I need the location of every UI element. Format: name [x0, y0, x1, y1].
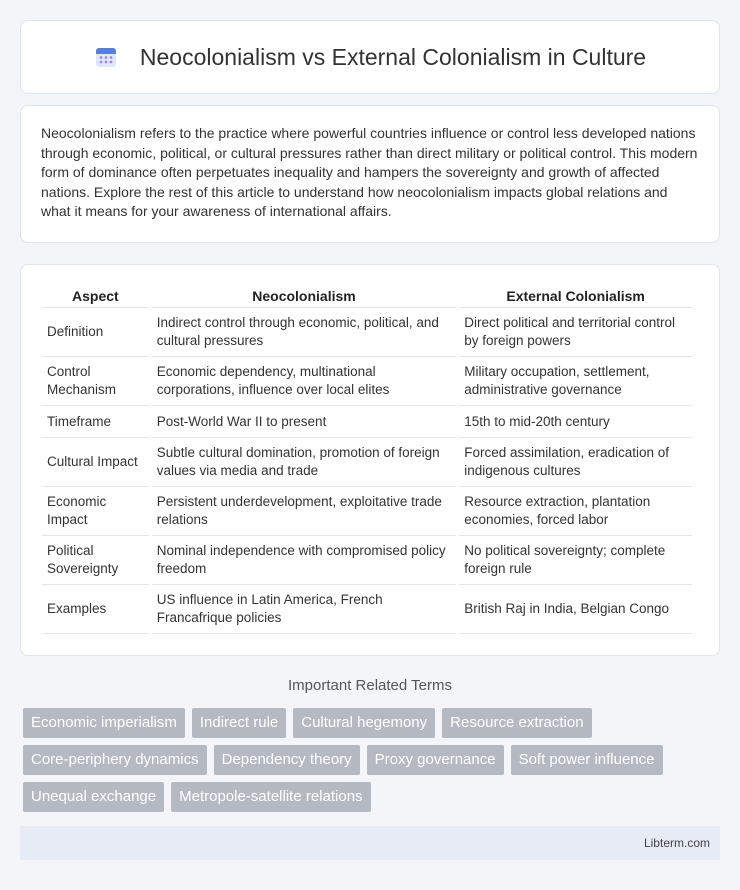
related-term-tag[interactable]: Unequal exchange	[23, 782, 164, 812]
related-term-tag[interactable]: Core-periphery dynamics	[23, 745, 207, 775]
intro-text: Neocolonialism refers to the practice where powerful countries influence or control less developed nations through economic, political, or cultural pressures rather than direct military or political control. This modern form of dominance often perpetuates inequality and hampers the sovereignty and growth of affected nations. Explore the rest of this article to understand how neocolonialism impacts global relations and what it means for your awareness of international affairs.	[41, 125, 698, 219]
table-row	[42, 438, 692, 487]
table-cell: 15th to mid-20th century	[459, 406, 692, 438]
comparison-table-card	[20, 264, 720, 656]
table-cell: Post-World War II to present	[152, 406, 456, 438]
table-cell: No political sovereignty; complete foreign rule	[459, 536, 692, 585]
table-cell: Economic dependency, multinational corporations, influence over local elites	[152, 357, 456, 406]
table-cell: Nominal independence with compromised policy freedom	[152, 536, 456, 585]
table-cell: US influence in Latin America, French Francafrique policies	[152, 585, 456, 634]
header-neocolonialism: Neocolonialism	[152, 284, 456, 308]
related-term-tag[interactable]: Soft power influence	[511, 745, 663, 775]
table-cell: Examples	[42, 585, 149, 634]
page-title: Neocolonialism vs External Colonialism in Culture	[139, 43, 647, 70]
table-cell: Direct political and territorial control by foreign powers	[459, 308, 692, 357]
table-cell: Control Mechanism	[42, 357, 149, 406]
table-cell: Definition	[42, 308, 149, 357]
table-cell: Forced assimilation, eradication of indigenous cultures	[459, 438, 692, 487]
table-cell: Political Sovereignty	[42, 536, 149, 585]
intro-card	[20, 105, 720, 243]
table-row	[42, 585, 692, 634]
table-cell: Economic Impact	[42, 487, 149, 536]
table-row	[42, 536, 692, 585]
related-term-tag[interactable]: Economic imperialism	[23, 708, 185, 738]
related-term-tag[interactable]: Metropole-satellite relations	[171, 782, 370, 812]
related-term-tag[interactable]: Dependency theory	[214, 745, 360, 775]
calendar-icon	[94, 45, 118, 69]
related-term-tag[interactable]: Resource extraction	[442, 708, 591, 738]
related-term-tag[interactable]: Proxy governance	[367, 745, 504, 775]
related-terms-title: Important Related Terms	[288, 677, 452, 694]
table-cell: British Raj in India, Belgian Congo	[459, 585, 692, 634]
table-cell: Military occupation, settlement, administrative governance	[459, 357, 692, 406]
table-cell: Subtle cultural domination, promotion of foreign values via media and trade	[152, 438, 456, 487]
comparison-table	[39, 284, 695, 634]
table-row	[42, 487, 692, 536]
header-external-colonialism: External Colonialism	[459, 284, 692, 308]
related-term-tag[interactable]: Cultural hegemony	[293, 708, 435, 738]
footer	[20, 826, 720, 860]
table-header-row	[42, 284, 692, 308]
table-cell: Cultural Impact	[42, 438, 149, 487]
table-cell: Indirect control through economic, political, and cultural pressures	[152, 308, 456, 357]
header-aspect: Aspect	[42, 284, 149, 308]
table-row	[42, 406, 692, 438]
table-cell: Persistent underdevelopment, exploitative trade relations	[152, 487, 456, 536]
related-terms-list	[23, 708, 723, 819]
table-row	[42, 357, 692, 406]
footer-site-link[interactable]: Libterm.com	[643, 836, 710, 850]
table-cell: Timeframe	[42, 406, 149, 438]
table-row	[42, 308, 692, 357]
related-term-tag[interactable]: Indirect rule	[192, 708, 286, 738]
header-card	[20, 20, 720, 94]
table-cell: Resource extraction, plantation economies, forced labor	[459, 487, 692, 536]
